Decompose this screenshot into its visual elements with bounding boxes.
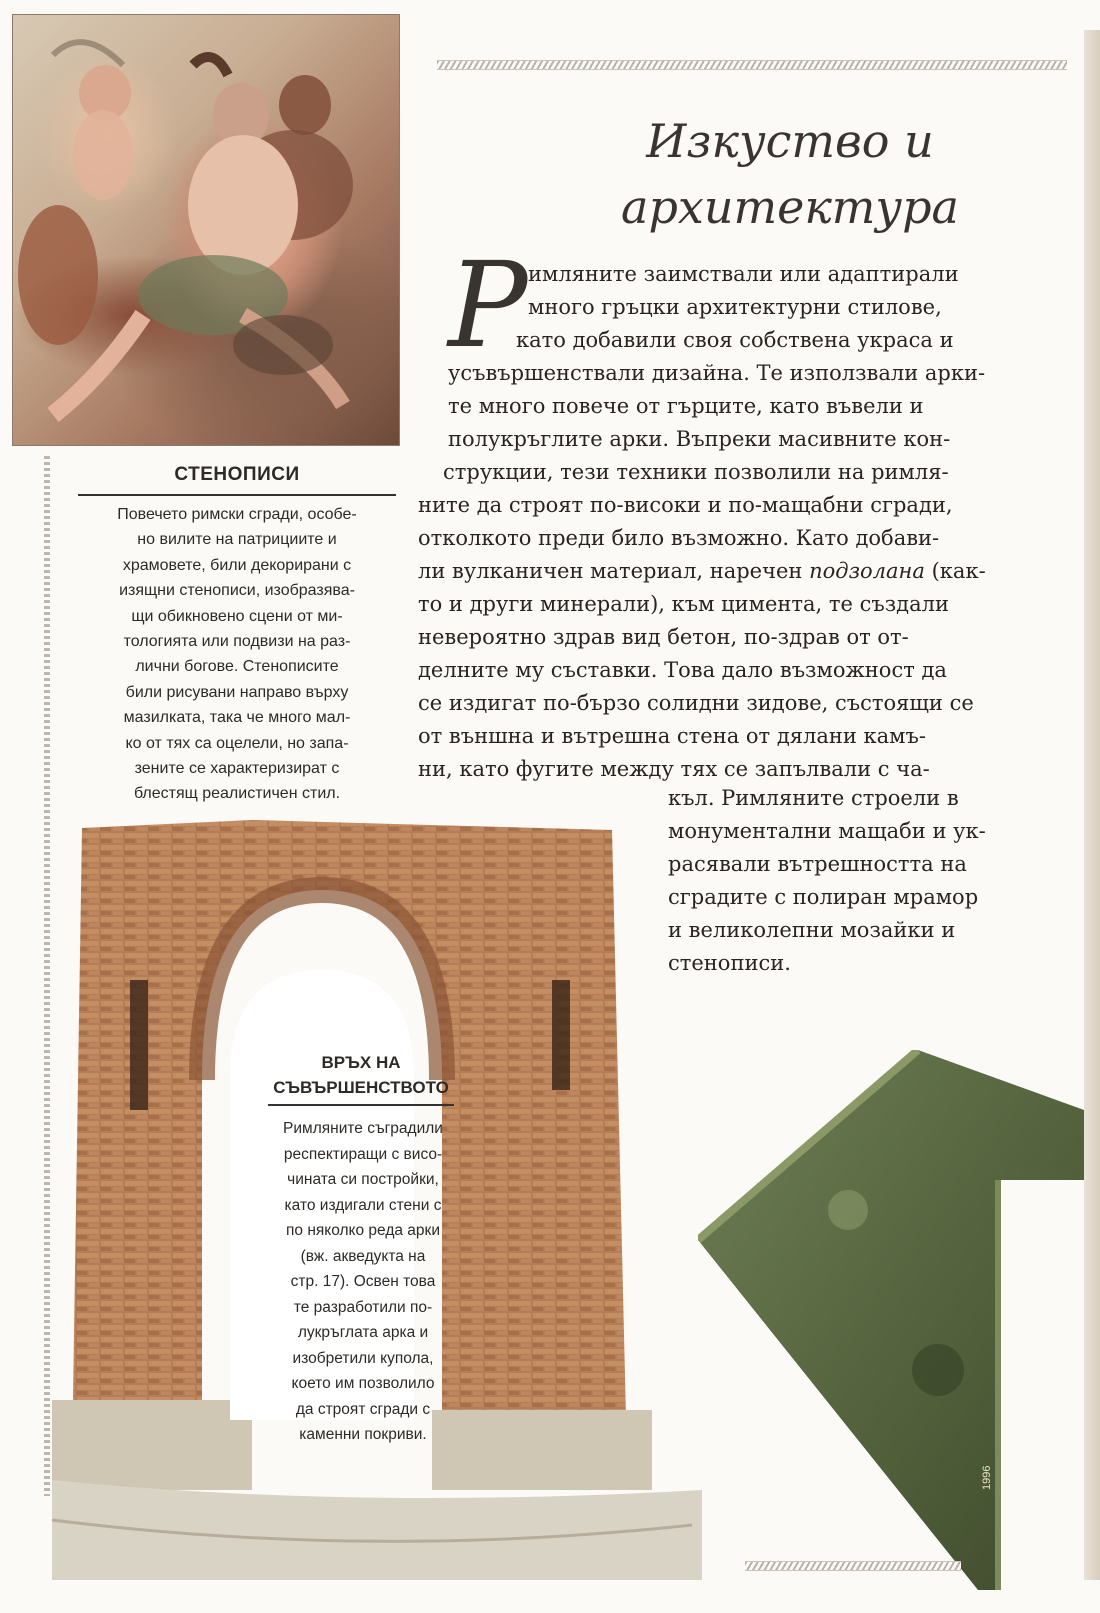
body-line: стенописи. — [668, 951, 791, 975]
body-line: усъвършенствали дизайна. Те използвали арки- — [448, 361, 986, 385]
frescoes-line: Повечето римски сгради, особе- — [117, 506, 357, 523]
rope-border-left — [44, 456, 50, 1496]
drop-cap: Р — [448, 236, 528, 374]
arch-line: (вж. акведукта на — [300, 1247, 426, 1265]
frescoes-line: но вилите на патрициите и — [137, 531, 337, 549]
arch-line: каменни покриви. — [299, 1426, 427, 1443]
body-line: ни, като фугите между тях се запълвали с ча- — [418, 757, 930, 781]
body-line: сградите с полиран мрамор — [668, 885, 979, 909]
frescoes-line: мазилката, така че много мал- — [123, 709, 351, 727]
frescoes-line: блестящ реалистичен стил. — [133, 785, 341, 803]
body-line: имляните заимствали или адаптирали — [528, 262, 959, 286]
frescoes-line: тологията или подвизи на раз- — [123, 633, 351, 651]
arch-box-title-line1: ВРЪХ НА — [321, 1053, 401, 1072]
body-line: като добавили своя собствена украса и — [516, 328, 954, 352]
rope-divider-bottom — [745, 1561, 961, 1571]
body-line: те много повече от гърците, като въвели и — [448, 394, 924, 418]
body-line: и великолепни мозайки и — [668, 918, 956, 942]
page-title-line2: архитектура — [621, 180, 959, 234]
term-pozzolana: подзолана — [809, 559, 925, 583]
body-line: полукръглите арки. Въпреки масивните кон- — [448, 427, 951, 451]
page-edge — [1084, 30, 1100, 1580]
frescoes-line: щи обикновено сцени от ми- — [131, 607, 343, 625]
frescoes-line: били рисувани направо върху — [125, 683, 349, 701]
body-line: от външна и вътрешна стена от дялани камъ- — [418, 724, 926, 748]
body-line-part: (как- — [931, 559, 986, 583]
page-title-line1: Изкуство и — [646, 114, 934, 168]
arch-line: да строят сгради с — [295, 1400, 431, 1418]
body-line: расявали вътрешността на — [668, 852, 967, 876]
body-line: ните да строят по-високи и по-мащабни сгради, — [418, 493, 953, 517]
body-line: то и други минерали), към цимента, те създали — [418, 592, 949, 616]
arch-line: лукръглата арка и — [297, 1324, 429, 1341]
frescoes-line: зените се характеризират с — [134, 760, 340, 778]
body-line: отколкото преди било възможно. Като добави- — [418, 526, 940, 550]
fresco-drawing — [13, 15, 399, 445]
body-line: делните му съставки. Това дало възможност да — [418, 658, 947, 682]
arch-line: по няколко реда арки — [286, 1222, 440, 1239]
arch-line: което им позволило — [291, 1375, 435, 1392]
bronze-set-square-image — [698, 1050, 1084, 1590]
arch-line: Римляните съградили — [283, 1120, 443, 1137]
frescoes-line: ко от тях са оцелели, но запа- — [125, 734, 349, 752]
frescoes-line: лични богове. Стенописите — [135, 658, 339, 676]
body-line: невероятно здрав вид бетон, по-здрав от от- — [418, 625, 909, 649]
body-line: монументални мащаби и ук- — [668, 819, 986, 843]
arch-line: изобретили купола, — [292, 1349, 434, 1367]
fresco-image — [12, 14, 400, 446]
body-line: много гръцки архитектурни стилове, — [528, 295, 942, 319]
tool-inventory-number: 1996 — [981, 1465, 993, 1490]
arch-line: стр. 17). Освен това — [290, 1273, 436, 1290]
arch-line: като издигали стени с — [284, 1196, 442, 1214]
frescoes-line: храмовете, били декорирани с — [122, 556, 352, 574]
body-line — [418, 555, 1040, 588]
frescoes-box-text — [78, 502, 396, 807]
frescoes-line: изящни стенописи, изобразява- — [119, 582, 355, 600]
arch-box-title-line2: СЪВЪРШЕНСТВОТО — [273, 1078, 449, 1097]
body-line: къл. Римляните строели в — [668, 786, 959, 810]
arch-line: чината си постройки, — [287, 1171, 439, 1188]
arch-box-text — [258, 1116, 468, 1448]
body-line: се издигат по-бързо солидни зидове, състоящи се — [418, 691, 974, 715]
frescoes-box-title: СТЕНОПИСИ — [78, 464, 396, 496]
page-title — [580, 108, 1000, 240]
rope-divider-top — [437, 60, 1067, 70]
arch-line: респектиращи с висо- — [283, 1145, 443, 1163]
body-line-part: ли вулканичен материал, наречен — [418, 559, 803, 583]
main-body-text — [418, 258, 1040, 786]
arch-box-title — [268, 1050, 454, 1106]
arch-line: те разработили по- — [293, 1298, 433, 1316]
body-line: струкции, тези техники позволили на римля- — [443, 460, 949, 484]
